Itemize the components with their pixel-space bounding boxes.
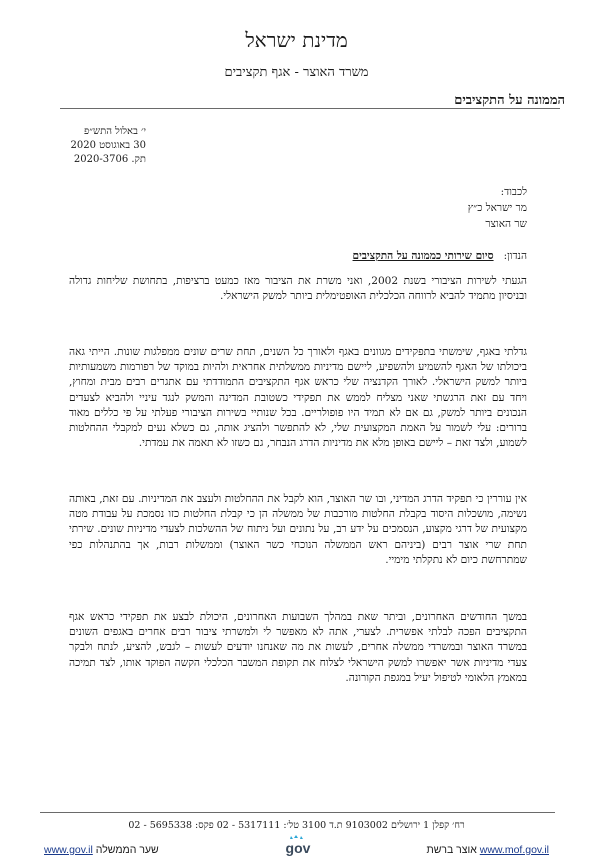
- gov-portal-label: שער הממשלה: [95, 844, 159, 856]
- subject-line: [353, 250, 527, 262]
- footer-address: רח׳ קפלן 1 ירושלים 9103002 ת.ד 3100 טל׳: 5317111 - 02 פקס: 5695338 - 02: [128, 820, 465, 831]
- gov-portal-url[interactable]: www.gov.il: [44, 844, 93, 856]
- body-paragraph-3: אין עוררין כי תפקיד הדרג המדיני, ובו שר האוצר, הוא לקבל את ההחלטות ולעצב את המדיניות. עם זאת, באותה נשימה, מושכלות היסוד בקבלת החלטות מורכבות של ממשלה הן כי קבלת החלטות כזו נסמכת על עבודת מטה מקצועית של דרגי מקצוע, הנסמכים על ידע רב, על נתונים ועל ניתוח של ההשלכות לצעדי מדיניות שונים. שירתי תחת שרי אוצר רבים (ביניהם ראש הממשלה הנוכחי כשר האוצר) וממשלות רבות, אך בהתנהלות כפי שמתרחשת כיום לא נתקלתי מימיי.: [69, 493, 527, 566]
- date-gregorian: 30 באוגוסט 2020: [70, 140, 146, 151]
- subject-label: הנדון:: [503, 250, 527, 262]
- header-divider: [60, 108, 560, 109]
- date-hebrew: י׳ באלול התש״פ: [84, 126, 146, 137]
- addressee-title: שר האוצר: [485, 218, 527, 230]
- body-paragraph-4: במשך החודשים האחרונים, וביתר שאת במהלך השבועות האחרונים, היכולת לבצע את תפקידי כראש אגף התקציבים הפכה לבלתי אפשרית. לצערי, אתה לא מאפשר לי ולמשרתי ציבור רבים אחרים באגפים השונים במשרד האוצר ובמשרדי ממשלה אחרים, לעשות את מה שאנחנו יודעים לעשות – לגבש, להציע, לנתח ולבקר צעדי מדיניות אשר יאפשרו למשק הישראלי לצלוח את תקופת המשבר הכלכלי הקשה הפוקד אותו, לצד תמיכה במאמץ הלאומי לטיפול יעיל במגפת הקורונה.: [69, 611, 527, 684]
- letterhead-ministry: משרד האוצר - אגף תקציבים: [224, 65, 369, 80]
- gov-logo-text: gov: [285, 840, 311, 856]
- mof-site-label: אוצר ברשת: [426, 844, 477, 856]
- footer-mof-site: [426, 844, 549, 856]
- addressee-to: לכבוד:: [500, 186, 527, 198]
- mof-site-url[interactable]: www.mof.gov.il: [479, 844, 549, 856]
- subject-text: סיום שירותי כממונה על התקציבים: [352, 250, 494, 262]
- reference-number: תק. 2020-3706: [73, 154, 146, 165]
- gov-logo-icon: [276, 834, 320, 856]
- letterhead-office: הממונה על התקציבים: [454, 93, 565, 108]
- addressee-name: מר ישראל כ״ץ: [467, 202, 527, 214]
- body-paragraph-1: הגעתי לשירות הציבורי בשנת 2002, ואני משרת את הציבור מאז כמעט ברציפות, בתחושת שליחות גדולה ובניסיון מתמיד להביא לרווחה הכלכלית האופטימלית ביותר למשק הישראלי.: [69, 275, 527, 303]
- footer-divider: [40, 812, 555, 813]
- footer-gov-portal: [44, 844, 159, 856]
- body-paragraph-2: גדלתי באגף, שימשתי בתפקידים מגוונים באגף ולאורך כל השנים, תחת שרים שונים ממפלגות שונות. הייתי גאה ביכולתו של האגף להשמיע ולהשפיע, ליישם מדיניות ממשלתית אחראית ולהיות במוקד של רפורמות משמעותיות ביותר למשק הישראלי. לאורך הקדנציה שלי כראש אגף התקציבים התמודדתי עם אתגרים רבים מבית ומחוץ, ויחד עם זאת הרגשתי שאני מצליח לממש את תפקידי כשטובת המדינה והמשק לנגד עיניי ולהביא לצעדים הנכונים ביותר למשק, גם אם לא תמיד היו פופולריים. בכל שנותיי בשירות הציבורי פעלתי על פי כללים מאוד ברורים: עלי לשמור על האמת המקצועית שלי, לא להתפשר ולהציג אותה, גם כשלא נעים למקבלי ההחלטות לשמוע, ולצד זאת – ליישם באופן מלא את מדיניות הדרג הנבחר, גם כשזו לא תאמה את עמדתי.: [69, 346, 527, 450]
- letterhead-state: מדינת ישראל: [245, 28, 348, 52]
- footer: [0, 836, 593, 858]
